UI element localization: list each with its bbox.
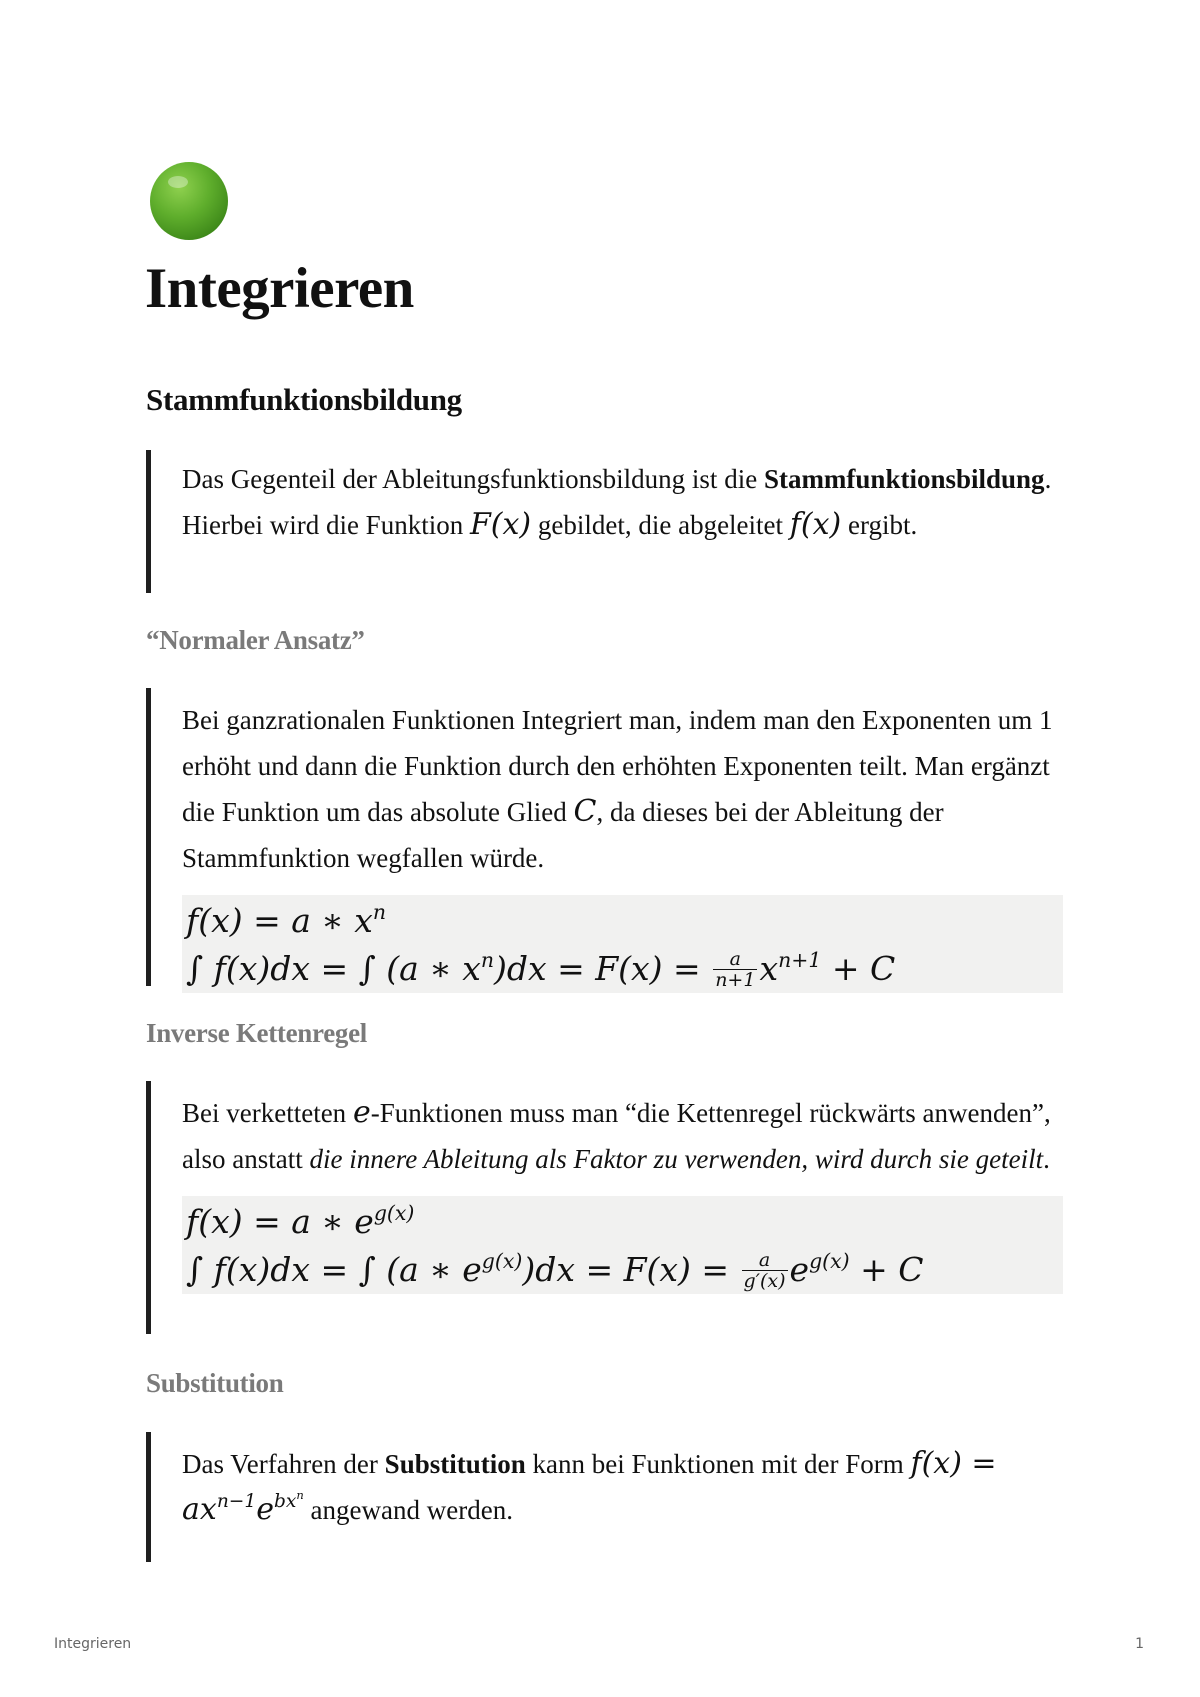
emphasis-text: die innere Ableitung als Faktor zu verwenden, wird durch sie geteilt (309, 1144, 1044, 1174)
subheading-normaler-ansatz: “Normaler Ansatz” (146, 625, 365, 655)
equation-line: f(x) = a ∗ $e^{g(x)}$ (186, 1200, 415, 1241)
math-constant-C: C (573, 794, 597, 829)
footer-document-title: Integrieren (54, 1636, 132, 1652)
math-f-of-x: f(x) (789, 507, 842, 542)
equation-line: ∫ f(x)dx = ∫ (a ∗ $e^{g(x)})dx = F(x)$ = $\frac{a}{g'(x)}$ $e^{g(x)} + C$ (186, 1248, 924, 1292)
fraction: $\frac{a}{n+1}$ (715, 947, 756, 991)
footer-page-number: 1 (1135, 1636, 1144, 1652)
equation-block-normal (182, 895, 1063, 993)
term-stammfunktionsbildung: Stammfunktionsbildung (763, 464, 1045, 494)
equation-line: ∫ f(x)dx = ∫ (a ∗ $x^n)dx = F(x)$ = $\frac{a}{n+1}$ $x^{n+1} + C$ (186, 947, 896, 991)
normal-approach-callout (146, 688, 1064, 991)
substitution-text: Das Verfahren der Substitution kann bei Funktionen mit der Form $f(x) = ax^{n-1}e^{bx^n}$ angewand werden. (182, 1446, 997, 1527)
fraction: $\frac{a}{g'(x)}$ (743, 1248, 786, 1292)
math-e: e (352, 1095, 371, 1130)
section-heading-stammfunktionsbildung: Stammfunktionsbildung (146, 382, 462, 417)
substitution-callout (146, 1432, 1064, 1562)
term-substitution: Substitution (384, 1449, 526, 1479)
definition-callout (146, 450, 1064, 593)
math-substitution-form: $f(x) = ax^{n-1}e^{bx^n}$ (182, 1446, 997, 1527)
subheading-substitution: Substitution (146, 1368, 284, 1398)
chain-rule-text: Bei verketteten e-Funktionen muss man “die Kettenregel rückwärts anwenden”, also anstatt die innere Ableitung als Faktor zu verwenden, wird durch sie geteilt. (182, 1095, 1051, 1174)
math-F-of-x: F(x) (469, 507, 532, 542)
green-circle-icon (148, 160, 230, 242)
chain-rule-callout (146, 1081, 1064, 1334)
subheading-inverse-kettenregel: Inverse Kettenregel (146, 1018, 367, 1048)
definition-text: Das Gegenteil der Ableitungsfunktionsbildung ist die Stammfunktionsbildung. Hierbei wird die Funktion F(x) gebildet, die abgeleitet f(x) ergibt. (182, 464, 1052, 542)
page-title: Integrieren (145, 257, 414, 320)
equation-line: f(x) = a ∗ $x^n$ (186, 899, 387, 940)
equation-block-chain (182, 1196, 1063, 1294)
normal-approach-text: Bei ganzrationalen Funktionen Integriert man, indem man den Exponenten um 1 erhöht und dann die Funktion durch den erhöhten Exponenten teilt. Man ergänzt die Funktion um das absolute Glied C, da dieses bei der Ableitung der Stammfunktion wegfallen würde. (182, 705, 1053, 873)
